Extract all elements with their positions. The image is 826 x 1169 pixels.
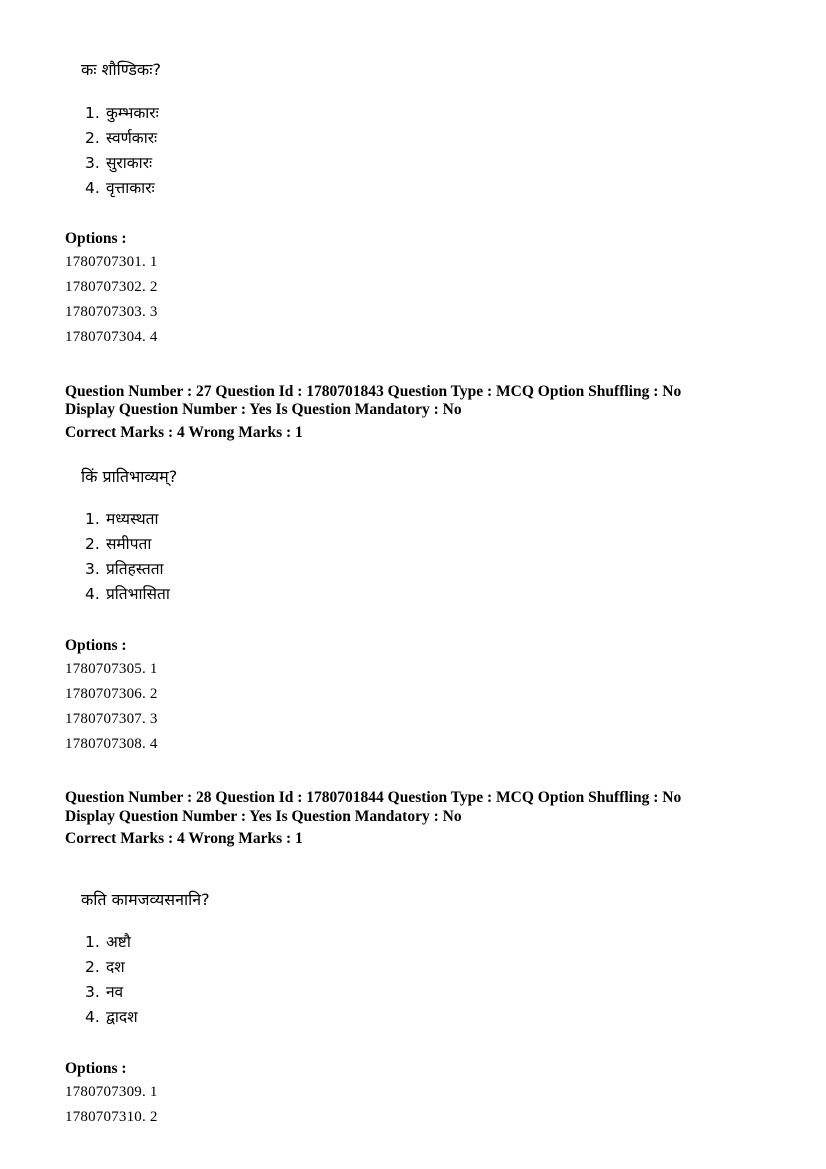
option-value: 1 [149,254,158,270]
choice-number: 3. [85,560,100,578]
choice-item [85,126,157,148]
options-heading: Options : [65,1060,127,1077]
choice-item [85,507,159,529]
option-row [65,736,158,753]
question-text: किं प्रातिभाव्यम्? [81,467,178,486]
choice-item [85,1005,138,1027]
option-row [65,329,158,346]
option-value: 1 [149,661,158,677]
marks-line: Correct Marks : 4 Wrong Marks : 1 [65,830,303,847]
question-meta-line: Display Question Number : Yes Is Question Mandatory : No [65,401,462,418]
option-id: 1780707306. [65,686,146,702]
choice-number: 4. [85,1008,100,1026]
option-id: 1780707308. [65,736,146,752]
choice-text: दश [105,958,125,976]
option-id: 1780707307. [65,711,146,727]
option-value: 4 [149,329,158,345]
option-value: 1 [149,1084,158,1100]
choice-item [85,557,164,579]
choice-text: मध्यस्थता [105,510,159,528]
choice-text: नव [105,983,124,1001]
choice-item [85,582,170,604]
option-value: 3 [149,304,158,320]
choice-item [85,532,151,554]
choice-text: अष्टौ [105,933,131,951]
choice-item [85,176,155,198]
choice-number: 2. [85,958,100,976]
choice-text: प्रतिभासिता [105,585,170,603]
choice-text: स्वर्णकारः [105,129,158,147]
option-row [65,661,158,678]
question-meta-line: Display Question Number : Yes Is Question Mandatory : No [65,808,462,825]
question-meta-line: Question Number : 28 Question Id : 1780701844 Question Type : MCQ Option Shuffling : No [65,789,682,806]
question-meta-line: Question Number : 27 Question Id : 1780701843 Question Type : MCQ Option Shuffling : No [65,383,682,400]
choice-number: 2. [85,129,100,147]
choice-text: प्रतिहस्तता [105,560,164,578]
option-row [65,1109,158,1126]
choice-text: सुराकारः [105,154,153,172]
option-row [65,686,158,703]
choice-number: 1. [85,104,100,122]
choice-number: 4. [85,179,100,197]
choice-item [85,101,159,123]
choice-number: 2. [85,535,100,553]
choice-item [85,980,123,1002]
choice-number: 1. [85,510,100,528]
choice-item [85,930,131,952]
choice-text: द्वादश [105,1008,138,1026]
question-text: कति कामजव्यसनानि? [81,890,210,909]
choice-text: वृत्ताकारः [105,179,155,197]
option-row [65,304,158,321]
choice-text: कुम्भकारः [105,104,159,122]
choice-number: 4. [85,585,100,603]
option-id: 1780707310. [65,1109,146,1125]
choice-number: 1. [85,933,100,951]
choice-item [85,151,152,173]
option-value: 3 [149,711,158,727]
option-row [65,711,158,728]
option-id: 1780707302. [65,279,146,295]
choice-number: 3. [85,154,100,172]
option-id: 1780707305. [65,661,146,677]
marks-line: Correct Marks : 4 Wrong Marks : 1 [65,424,303,441]
option-value: 2 [149,686,158,702]
options-heading: Options : [65,637,127,654]
question-text: कः शौण्डिकः? [81,60,161,79]
option-row [65,254,158,271]
option-row [65,1084,158,1101]
option-id: 1780707303. [65,304,146,320]
option-value: 4 [149,736,158,752]
options-heading: Options : [65,230,127,247]
choice-item [85,955,125,977]
option-id: 1780707301. [65,254,146,270]
option-id: 1780707309. [65,1084,146,1100]
option-value: 2 [149,1109,158,1125]
option-row [65,279,158,296]
option-value: 2 [149,279,158,295]
choice-number: 3. [85,983,100,1001]
option-id: 1780707304. [65,329,146,345]
choice-text: समीपता [105,535,152,553]
